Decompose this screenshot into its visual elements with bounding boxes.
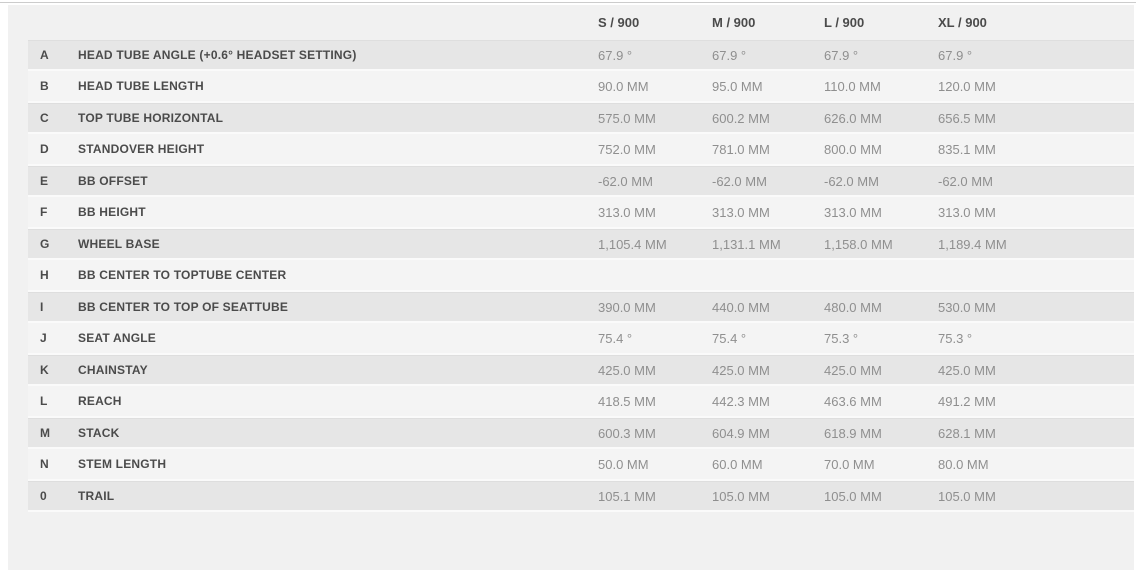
row-value-m: 781.0 MM xyxy=(712,141,770,157)
row-value-s: 390.0 MM xyxy=(598,299,656,315)
row-value-s: -62.0 MM xyxy=(598,173,653,189)
row-value-s: 90.0 MM xyxy=(598,78,649,94)
row-label: BB HEIGHT xyxy=(78,205,146,219)
row-value-xl: 425.0 MM xyxy=(938,362,996,378)
row-label: BB CENTER TO TOPTUBE CENTER xyxy=(78,268,287,282)
row-value-s: 418.5 MM xyxy=(598,393,656,409)
row-value-s: 575.0 MM xyxy=(598,110,656,126)
row-value-m: 1,131.1 MM xyxy=(712,236,781,252)
row-value-s: 105.1 MM xyxy=(598,488,656,504)
row-value-l: 626.0 MM xyxy=(824,110,882,126)
row-letter: I xyxy=(40,300,44,314)
row-letter: M xyxy=(40,426,50,440)
row-letter: B xyxy=(40,79,49,93)
row-value-m: 75.4 ° xyxy=(712,330,747,346)
geometry-row xyxy=(28,292,1134,323)
row-value-xl: 530.0 MM xyxy=(938,299,996,315)
row-letter: J xyxy=(40,331,47,345)
row-letter: E xyxy=(40,174,49,188)
row-label: STANDOVER HEIGHT xyxy=(78,142,205,156)
row-value-xl: 313.0 MM xyxy=(938,204,996,220)
row-value-m: 105.0 MM xyxy=(712,488,770,504)
row-value-m: 600.2 MM xyxy=(712,110,770,126)
row-value-m: 313.0 MM xyxy=(712,204,770,220)
row-value-m: 67.9 ° xyxy=(712,47,747,63)
row-letter: H xyxy=(40,268,49,282)
row-letter: D xyxy=(40,142,49,156)
row-value-xl: 1,189.4 MM xyxy=(938,236,1007,252)
geometry-row xyxy=(28,229,1134,260)
row-value-s: 67.9 ° xyxy=(598,47,633,63)
row-value-m: 442.3 MM xyxy=(712,393,770,409)
geometry-row xyxy=(28,71,1134,103)
row-letter: N xyxy=(40,457,49,471)
geometry-row xyxy=(28,386,1134,418)
geometry-row xyxy=(28,449,1134,481)
table-header-row xyxy=(28,5,1134,40)
row-value-xl: 491.2 MM xyxy=(938,393,996,409)
row-value-xl: -62.0 MM xyxy=(938,173,993,189)
row-label: REACH xyxy=(78,394,122,408)
row-value-l: 313.0 MM xyxy=(824,204,882,220)
row-value-m: 95.0 MM xyxy=(712,78,763,94)
row-value-s: 600.3 MM xyxy=(598,425,656,441)
row-value-xl: 835.1 MM xyxy=(938,141,996,157)
row-label: STEM LENGTH xyxy=(78,457,167,471)
column-header-m: M / 900 xyxy=(712,15,756,30)
row-letter: L xyxy=(40,394,48,408)
row-letter: G xyxy=(40,237,50,251)
row-label: WHEEL BASE xyxy=(78,237,160,251)
row-label: SEAT ANGLE xyxy=(78,331,157,345)
row-value-l: 75.3 ° xyxy=(824,330,859,346)
column-header-s: S / 900 xyxy=(598,15,640,30)
row-value-s: 50.0 MM xyxy=(598,456,649,472)
row-value-m: 604.9 MM xyxy=(712,425,770,441)
geometry-row xyxy=(28,355,1134,386)
row-value-m: 440.0 MM xyxy=(712,299,770,315)
row-value-l: 800.0 MM xyxy=(824,141,882,157)
row-letter: 0 xyxy=(40,489,47,503)
row-value-l: 480.0 MM xyxy=(824,299,882,315)
row-value-xl: 120.0 MM xyxy=(938,78,996,94)
row-value-s: 75.4 ° xyxy=(598,330,633,346)
row-label: HEAD TUBE ANGLE (+0.6° HEADSET SETTING) xyxy=(78,48,357,62)
row-value-xl: 656.5 MM xyxy=(938,110,996,126)
geometry-row xyxy=(28,40,1134,71)
column-header-l: L / 900 xyxy=(824,15,865,30)
geometry-row xyxy=(28,418,1134,449)
row-label: BB CENTER TO TOP OF SEATTUBE xyxy=(78,300,289,314)
row-value-l: 67.9 ° xyxy=(824,47,859,63)
row-value-l: 110.0 MM xyxy=(824,78,881,94)
geometry-row xyxy=(28,134,1134,166)
row-label: TRAIL xyxy=(78,489,115,503)
geometry-row xyxy=(28,260,1134,292)
row-label: BB OFFSET xyxy=(78,174,148,188)
table-body xyxy=(28,40,1134,512)
row-value-s: 425.0 MM xyxy=(598,362,656,378)
row-value-l: 618.9 MM xyxy=(824,425,882,441)
row-value-s: 313.0 MM xyxy=(598,204,656,220)
row-value-s: 1,105.4 MM xyxy=(598,236,667,252)
geometry-row xyxy=(28,197,1134,229)
row-value-m: -62.0 MM xyxy=(712,173,767,189)
row-value-s: 752.0 MM xyxy=(598,141,656,157)
row-value-m: 60.0 MM xyxy=(712,456,763,472)
geometry-table xyxy=(8,5,1134,570)
row-label: HEAD TUBE LENGTH xyxy=(78,79,204,93)
geometry-row xyxy=(28,481,1134,512)
row-value-l: -62.0 MM xyxy=(824,173,879,189)
row-label: STACK xyxy=(78,426,120,440)
row-value-xl: 75.3 ° xyxy=(938,330,973,346)
row-value-xl: 67.9 ° xyxy=(938,47,973,63)
row-value-l: 70.0 MM xyxy=(824,456,875,472)
row-value-l: 105.0 MM xyxy=(824,488,882,504)
geometry-row xyxy=(28,103,1134,134)
row-letter: F xyxy=(40,205,48,219)
row-letter: C xyxy=(40,111,49,125)
row-value-l: 463.6 MM xyxy=(824,393,882,409)
row-value-xl: 80.0 MM xyxy=(938,456,989,472)
row-label: TOP TUBE HORIZONTAL xyxy=(78,111,224,125)
row-value-xl: 628.1 MM xyxy=(938,425,996,441)
row-value-xl: 105.0 MM xyxy=(938,488,996,504)
geometry-row xyxy=(28,166,1134,197)
row-value-l: 425.0 MM xyxy=(824,362,882,378)
row-letter: A xyxy=(40,48,49,62)
row-value-m: 425.0 MM xyxy=(712,362,770,378)
row-value-l: 1,158.0 MM xyxy=(824,236,893,252)
geometry-row xyxy=(28,323,1134,355)
column-header-xl: XL / 900 xyxy=(938,15,987,30)
row-label: CHAINSTAY xyxy=(78,363,148,377)
top-divider xyxy=(0,2,1136,3)
row-letter: K xyxy=(40,363,49,377)
